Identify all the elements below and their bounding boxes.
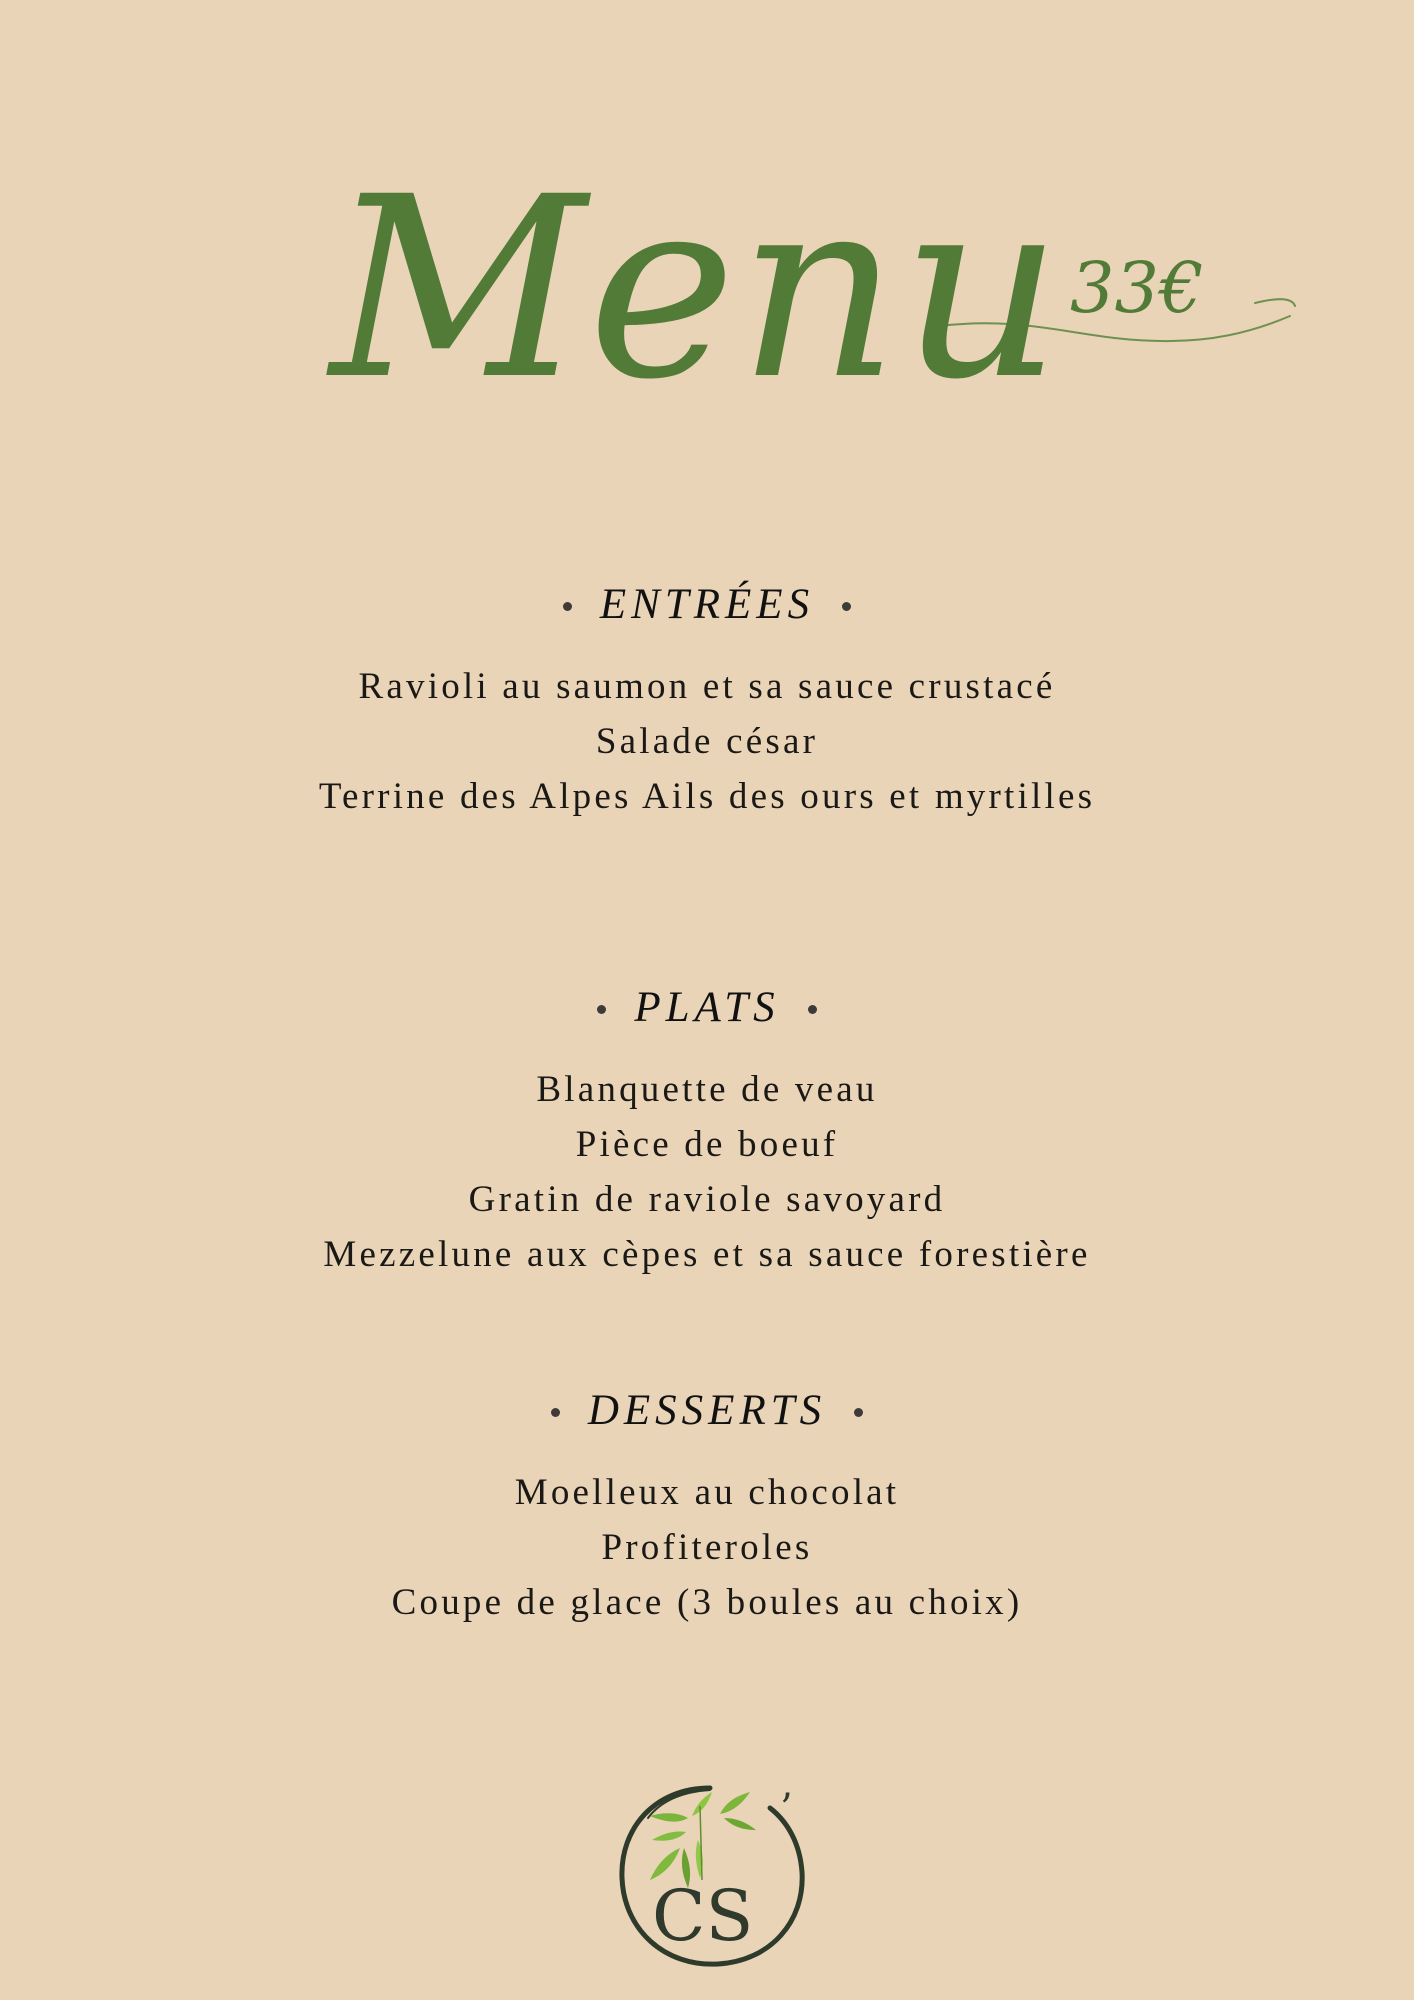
menu-item: Moelleux au chocolat <box>514 1472 900 1513</box>
bamboo-leaves-icon <box>650 1792 756 1888</box>
menu-item: Mezzelune aux cèpes et sa sauce forestière <box>323 1234 1091 1275</box>
bullet-dot-left <box>597 1005 606 1014</box>
menu-item: Coupe de glace (3 boules au choix) <box>391 1582 1023 1623</box>
menu-header <box>0 0 1414 420</box>
menu-item: Blanquette de veau <box>536 1069 878 1110</box>
section-heading <box>0 1386 1414 1435</box>
menu-item: Gratin de raviole savoyard <box>468 1179 946 1220</box>
section-desserts <box>0 1386 1414 1630</box>
section-entrees <box>0 580 1414 824</box>
logo-graphic <box>600 1770 820 1980</box>
menu-item: Pièce de boeuf <box>575 1124 839 1165</box>
bullet-dot-right <box>808 1005 817 1014</box>
menu-item: Ravioli au saumon et sa sauce crustacé <box>358 666 1056 707</box>
bullet-dot-right <box>854 1408 863 1417</box>
section-plats <box>0 983 1414 1282</box>
menu-title-graphic <box>0 0 1414 420</box>
menu-title: Menu <box>330 143 1064 420</box>
menu-item: Salade césar <box>595 721 819 762</box>
section-heading <box>0 580 1414 629</box>
section-items <box>0 659 1414 824</box>
bullet-dot-left <box>563 602 572 611</box>
menu-price: 33€ <box>1070 247 1204 329</box>
bullet-dot-left <box>551 1408 560 1417</box>
section-title: DESSERTS <box>587 1387 827 1434</box>
bullet-dot-right <box>842 602 851 611</box>
section-items <box>0 1465 1414 1630</box>
flourish-tail <box>1255 299 1295 306</box>
restaurant-logo <box>600 1770 820 1980</box>
menu-item: Profiteroles <box>601 1527 813 1568</box>
section-items <box>0 1062 1414 1282</box>
section-heading <box>0 983 1414 1032</box>
logo-monogram: CS <box>652 1875 754 1957</box>
section-title: PLATS <box>634 984 780 1031</box>
menu-item: Terrine des Alpes Ails des ours et myrtilles <box>318 776 1096 817</box>
logo-apostrophe: ’ <box>780 1786 793 1832</box>
section-title: ENTRÉES <box>599 581 815 628</box>
